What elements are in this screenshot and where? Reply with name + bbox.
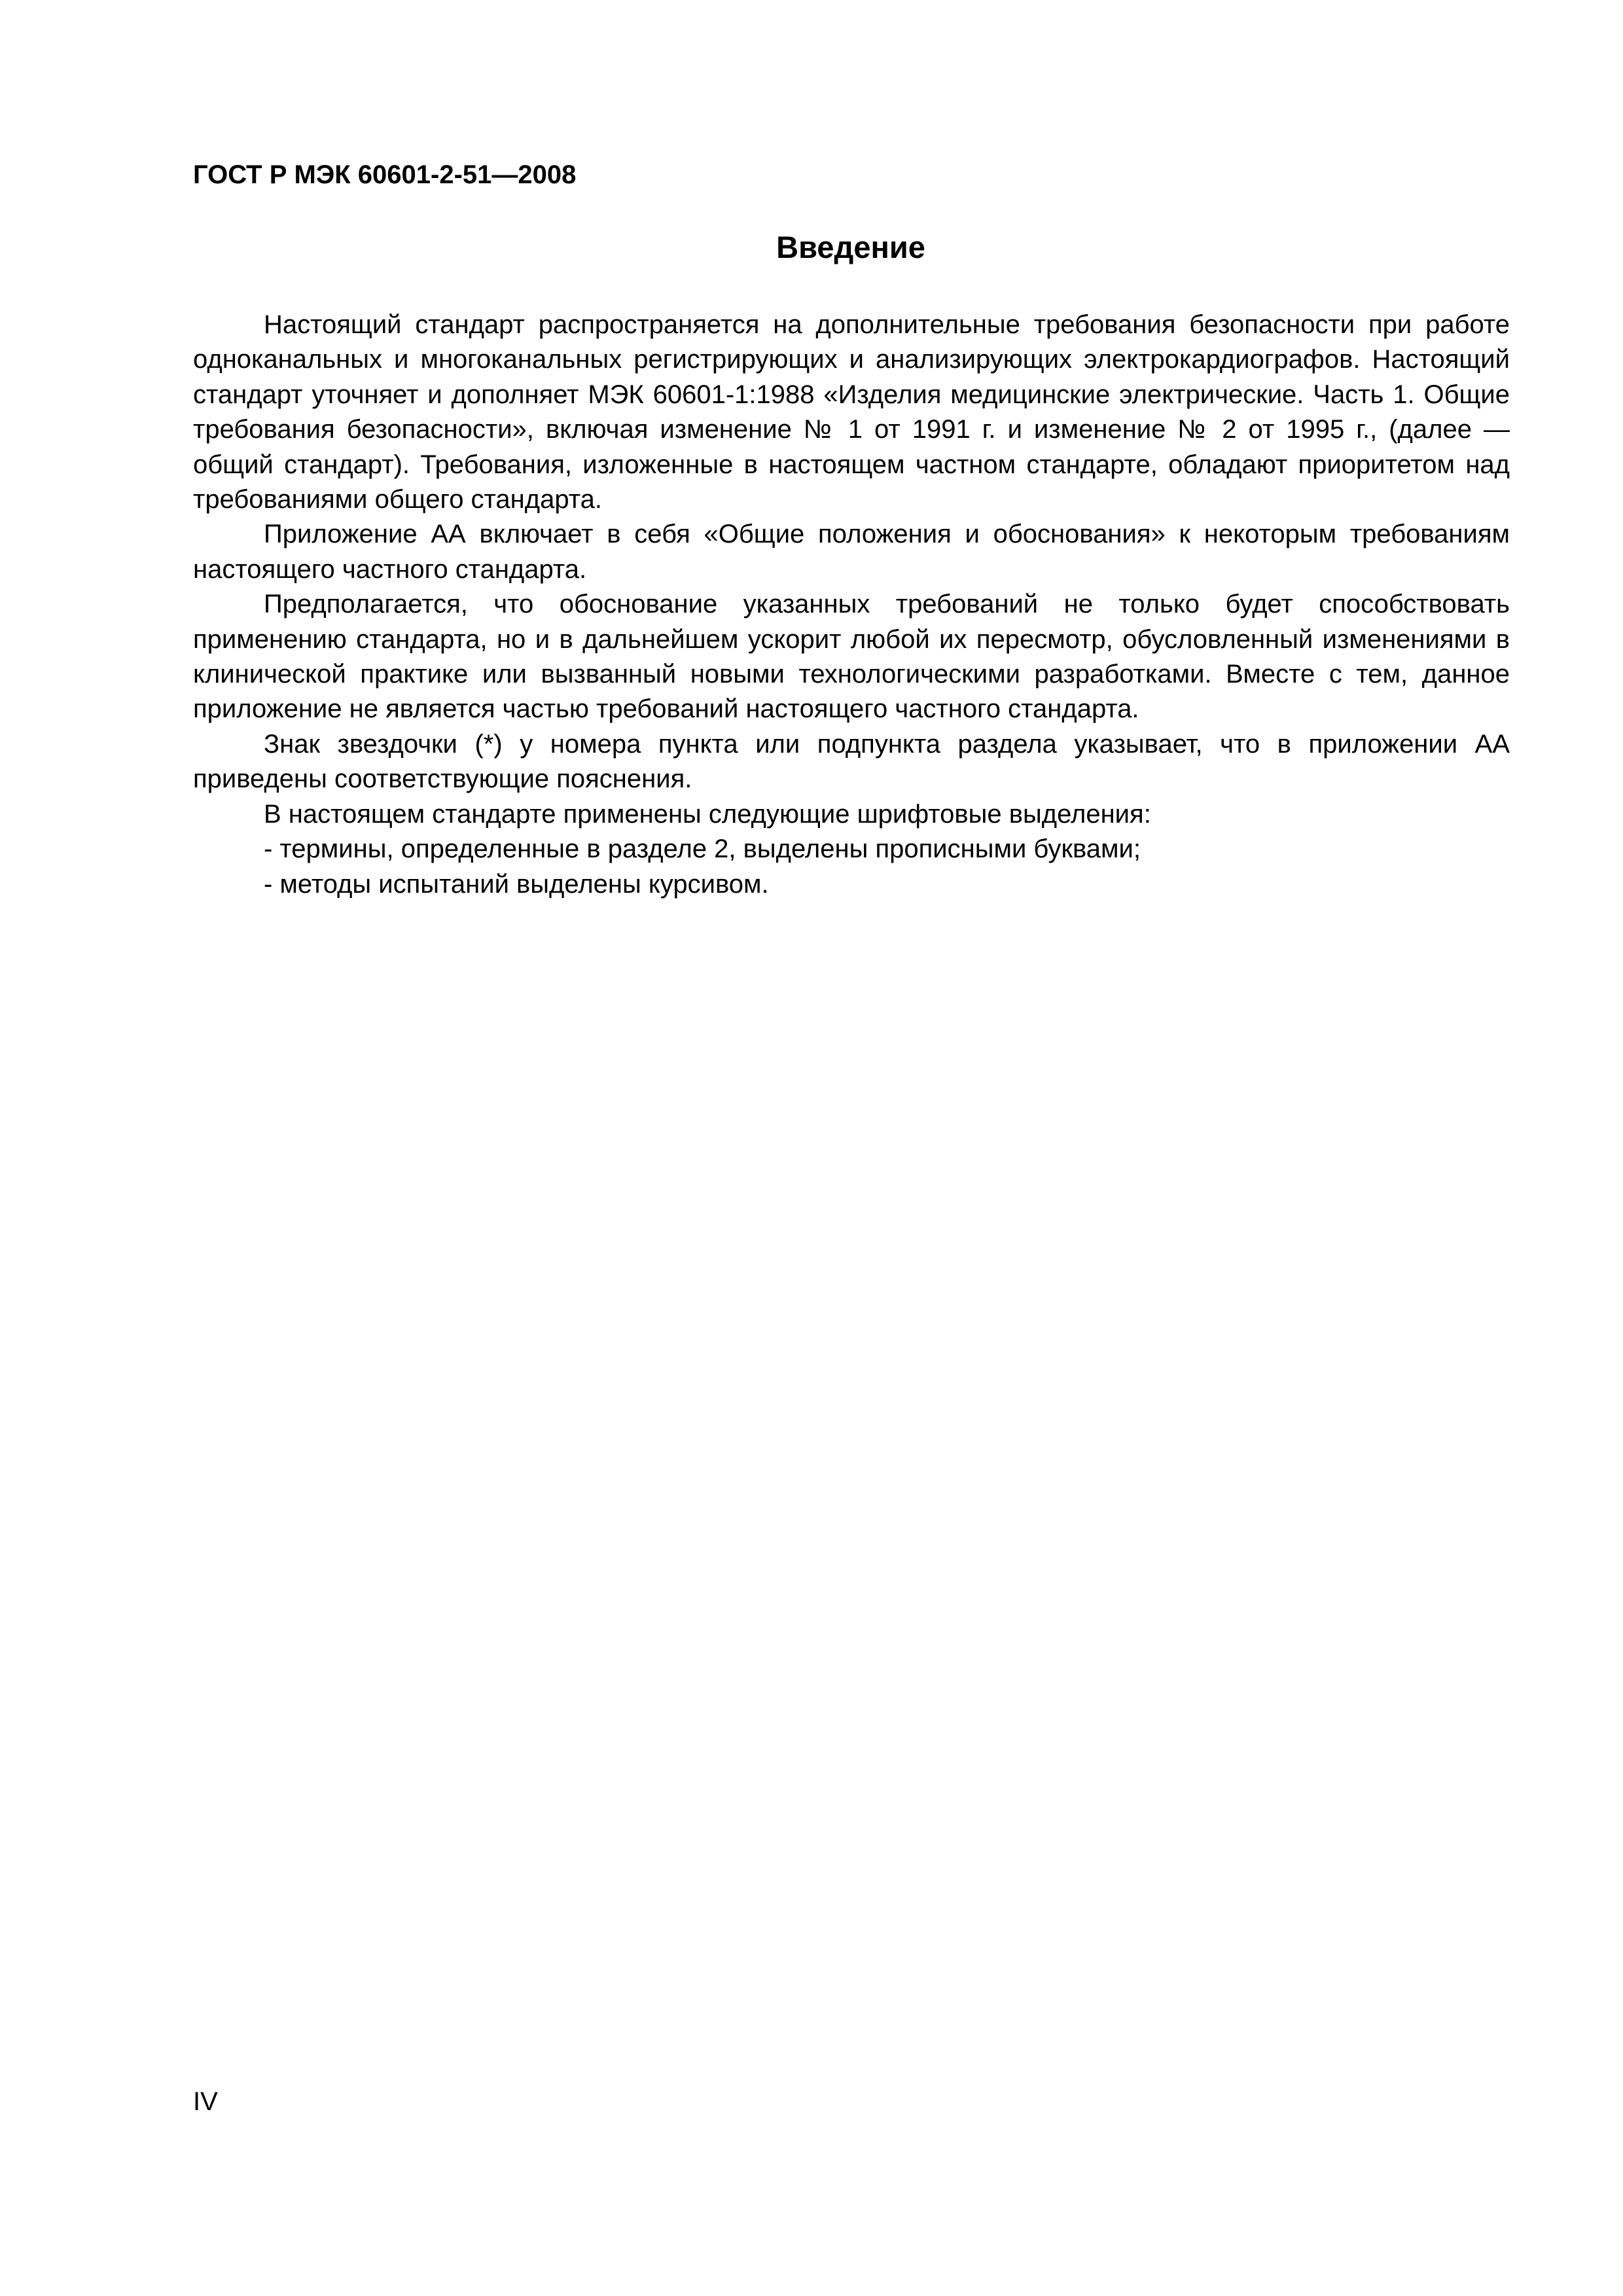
section-body — [193, 308, 1510, 902]
section-title: Введение — [776, 230, 925, 264]
page-number: IV — [193, 2087, 218, 2116]
paragraph: Приложение АА включает в себя «Общие положения и обоснования» к некоторым требованиям настоящего частного стандарта. — [193, 520, 1510, 584]
paragraph: В настоящем стандарте применены следующие шрифтовые выделения: — [264, 799, 1151, 829]
document-code-header: ГОСТ Р МЭК 60601-2-51—2008 — [193, 160, 577, 189]
list-item: - методы испытаний выделены курсивом. — [264, 869, 769, 899]
paragraph: Предполагается, что обоснование указанных требований не только будет способствовать применению стандарта, но и в дальнейшем ускорит любой их пересмотр, обусловленный изменениями в клинической практике или вызванный новыми технологическими разработками. Вместе с тем, данное приложение не является частью требований настоящего частного стандарта. — [193, 590, 1510, 724]
list-item: - термины, определенные в разделе 2, выделены прописными буквами; — [264, 834, 1141, 864]
paragraph: Знак звездочки (*) у номера пункта или подпункта раздела указывает, что в приложении АА приведены соответствующие пояснения. — [193, 729, 1510, 794]
paragraph: Настоящий стандарт распространяется на дополнительные требования безопасности при работе одноканальных и многоканальных регистрирующих и анализирующих электрокардиографов. Настоящий стандарт уточняет и дополняет МЭК 60601-1:1988 «Изделия медицинские электрические. Часть 1. Общие требования безопасности», включая изменение № 1 от 1991 г. и изменение № 2 от 1995 г., (далее — общий стандарт). Требования, изложенные в настоящем частном стандарте, обладают приоритетом над требованиями общего стандарта. — [193, 310, 1510, 514]
